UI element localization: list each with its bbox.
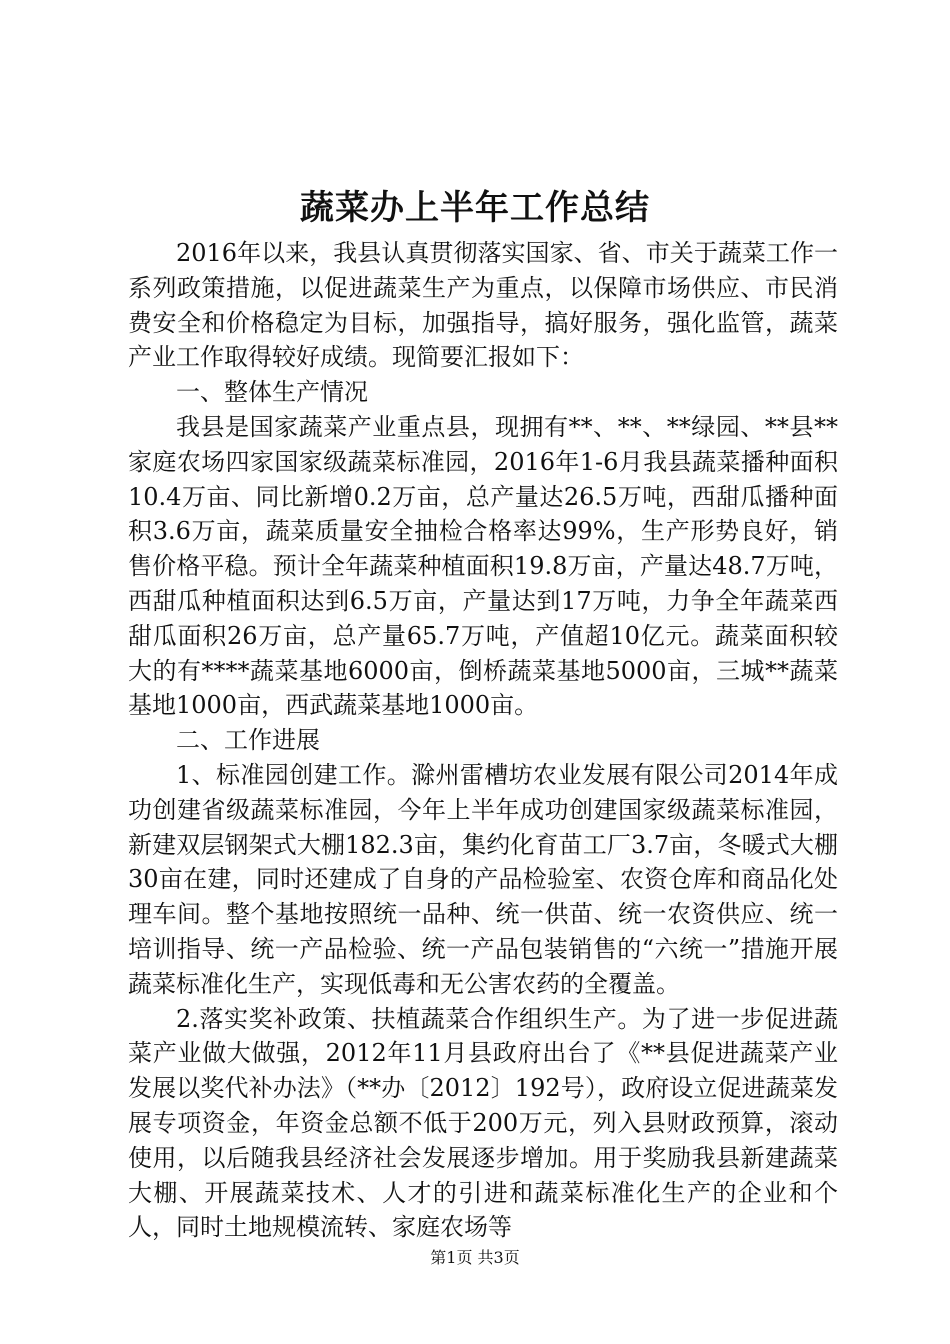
intro-paragraph: 2016年以来，我县认真贯彻落实国家、省、市关于蔬菜工作一系列政策措施，以促进蔬菜生产为重点，以保障市场供应、市民消费安全和价格稳定为目标，加强指导，搞好服务，强化监管，蔬菜产业工作取得较好成绩。现简要汇报如下： [128,239,838,372]
section-heading-progress: 二、工作进展 [176,726,320,755]
production-paragraph: 我县是国家蔬菜产业重点县，现拥有**、**、**绿园、**县**家庭农场四家国家级蔬菜标准园，2016年1-6月我县蔬菜播种面积10.4万亩、同比新增0.2万亩，总产量达26.5万吨，西甜瓜播种面积3.6万亩，蔬菜质量安全抽检合格率达99%，生产形势良好，销售价格平稳。预计全年蔬菜种植面积19.8万亩，产量达48.7万吨，西甜瓜种植面积达到6.5万亩，产量达到17万吨，力争全年蔬菜西甜瓜面积26万亩，总产量65.7万吨，产值超10亿元。蔬菜面积较大的有****蔬菜基地6000亩，倒桥蔬菜基地5000亩，三城**蔬菜基地1000亩，西武蔬菜基地1000亩。 [128,412,838,720]
document-title: 蔬菜办上半年工作总结 [300,188,650,228]
section-heading-production: 一、整体生产情况 [176,378,368,407]
page-footer: 第1页 共3页 [430,1248,520,1267]
document-body [128,236,838,1245]
subsidy-policy-paragraph: 2.落实奖补政策、扶植蔬菜合作组织生产。为了进一步促进蔬菜产业做大做强，2012年11月县政府出台了《**县促进蔬菜产业发展以奖代补办法》（**办〔2012〕192号），政府设立促进蔬菜发展专项资金，年资金总额不低于200万元，列入县财政预算，滚动使用，以后随我县经济社会发展逐步增加。用于奖励我县新建蔬菜大棚、开展蔬菜技术、人才的引进和蔬菜标准化生产的企业和个人，同时土地规模流转、家庭农场等 [128,1004,838,1242]
standard-garden-paragraph: 1、标准园创建工作。滁州雷槽坊农业发展有限公司2014年成功创建省级蔬菜标准园，今年上半年成功创建国家级蔬菜标准园，新建双层钢架式大棚182.3亩，集约化育苗工厂3.7亩，冬暖式大棚30亩在建，同时还建成了自身的产品检验室、农资仓库和商品化处理车间。整个基地按照统一品种、统一供苗、统一农资供应、统一培训指导、统一产品检验、统一产品包装销售的“六统一”措施开展蔬菜标准化生产，实现低毒和无公害农药的全覆盖。 [128,760,838,998]
